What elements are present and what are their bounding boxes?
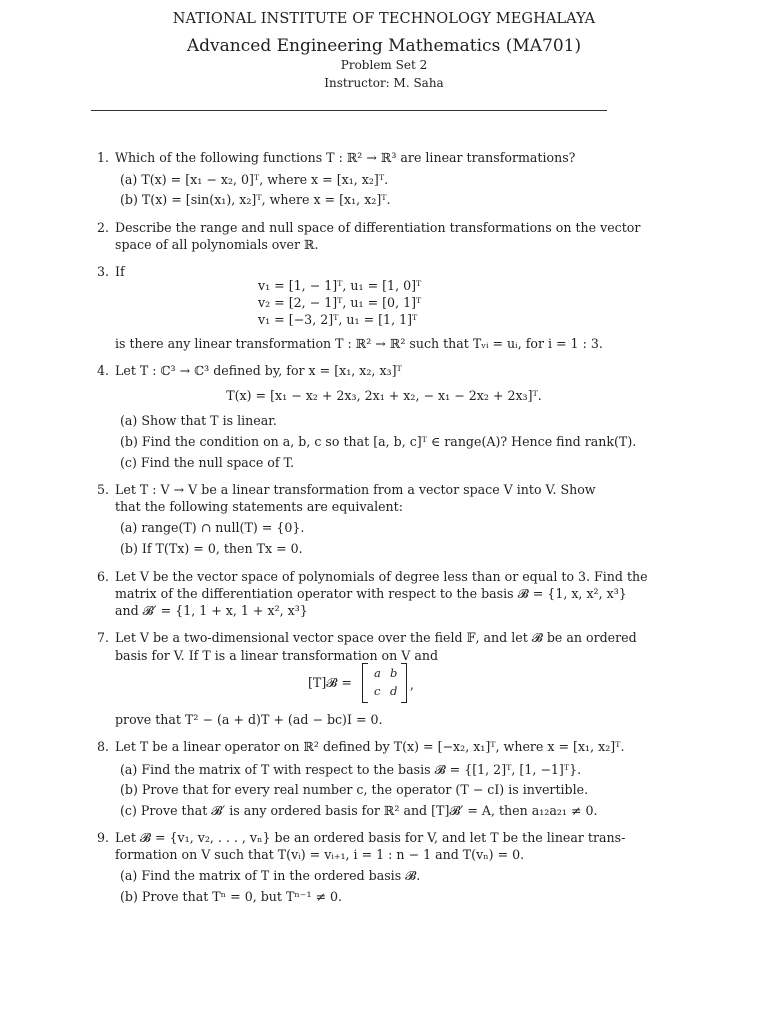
matrix-left-bracket (362, 663, 368, 703)
q3-number: 3. (97, 264, 110, 279)
q4-part-a: (a) Show that T is linear. (120, 413, 277, 428)
q6-number: 6. (97, 569, 110, 584)
q2-number: 2. (97, 220, 110, 235)
header-divider (91, 110, 607, 111)
q4-part-c: (c) Find the null space of T. (120, 455, 295, 470)
q7-number: 7. (97, 630, 110, 645)
q9-line1: Let 𝓑 = {v₁, v₂, . . . , vₙ} be an ordered basis for V, and let T be the linear trans- (115, 830, 626, 845)
problem-set-label: Problem Set 2 (340, 58, 428, 72)
q5-part-b: (b) If T(Tx) = 0, then Tx = 0. (120, 541, 303, 556)
q1-part-b: (b) T(x) = [sin(x₁), x₂]ᵀ, where x = [x₁, x₂]ᵀ. (120, 192, 391, 207)
instructor-label: Instructor: M. Saha (324, 76, 444, 90)
q5-number: 5. (97, 482, 110, 497)
q8-number: 8. (97, 739, 110, 754)
matrix-entry-b: b (390, 666, 398, 680)
q5-line1: Let T : V → V be a linear transformation from a vector space V into V. Show (115, 482, 596, 497)
matrix-entry-a: a (374, 666, 381, 680)
matrix-entry-d: d (390, 684, 398, 698)
q8-text: Let T be a linear operator on ℝ² defined by T(x) = [−x₂, x₁]ᵀ, where x = [x₁, x₂]ᵀ. (115, 739, 625, 754)
q6-line3: and 𝓑′ = {1, 1 + x, 1 + x², x³} (115, 603, 308, 618)
q1-part-a: (a) T(x) = [x₁ − x₂, 0]ᵀ, where x = [x₁, x₂]ᵀ. (120, 172, 389, 187)
q2-line1: Describe the range and null space of differentiation transformations on the vector (115, 220, 641, 235)
q8-part-b: (b) Prove that for every real number c, the operator (T − cI) is invertible. (120, 782, 589, 797)
q7-line3: prove that T² − (a + d)T + (ad − bc)I = 0. (115, 712, 383, 727)
course-title: Advanced Engineering Mathematics (MA701) (186, 36, 582, 56)
q1-text: Which of the following functions T : ℝ² → ℝ³ are linear transformations? (115, 150, 576, 165)
q6-line1: Let V be the vector space of polynomials of degree less than or equal to 3. Find the (115, 569, 648, 584)
q7-line1: Let V be a two-dimensional vector space over the field 𝔽, and let 𝓑 be an ordered (115, 630, 637, 645)
q4-equation: T(x) = [x₁ − x₂ + 2x₃, 2x₁ + x₂, − x₁ − 2x₂ + 2x₃]ᵀ. (226, 388, 542, 403)
q7-line2: basis for V. If T is a linear transformation on V and (115, 648, 439, 663)
q3-tail: is there any linear transformation T : ℝ² → ℝ² such that Tᵥᵢ = uᵢ, for i = 1 : 3. (115, 336, 603, 351)
q3-eq-row3: v₁ = [−3, 2]ᵀ, u₁ = [1, 1]ᵀ (258, 312, 418, 327)
q2-line2: space of all polynomials over ℝ. (115, 237, 319, 252)
q8-part-a: (a) Find the matrix of T with respect to the basis 𝓑 = {[1, 2]ᵀ, [1, −1]ᵀ}. (120, 762, 582, 777)
q5-line2: that the following statements are equivalent: (115, 499, 403, 514)
q9-number: 9. (97, 830, 110, 845)
q7-matrix-lhs: [T]𝓑 = (308, 675, 352, 690)
q7-matrix-comma: , (410, 677, 415, 692)
q4-text: Let T : ℂ³ → ℂ³ defined by, for x = [x₁, x₂, x₃]ᵀ (115, 363, 402, 378)
q9-part-b: (b) Prove that Tⁿ = 0, but Tⁿ⁻¹ ≠ 0. (120, 889, 343, 904)
q3-text: If (115, 264, 125, 279)
matrix-entry-c: c (374, 684, 381, 698)
q7-matrix (362, 663, 407, 701)
q9-line2: formation on V such that T(vᵢ) = vᵢ₊₁, i = 1 : n − 1 and T(vₙ) = 0. (115, 847, 525, 862)
q9-part-a: (a) Find the matrix of T in the ordered basis 𝓑. (120, 868, 421, 883)
institute-name: NATIONAL INSTITUTE OF TECHNOLOGY MEGHALAYA (172, 11, 596, 27)
q6-line2: matrix of the differentiation operator with respect to the basis 𝓑 = {1, x, x², x³} (115, 586, 627, 601)
matrix-right-bracket (401, 663, 407, 703)
q4-part-b: (b) Find the condition on a, b, c so that [a, b, c]ᵀ ∈ range(A)? Hence find rank(T). (120, 434, 637, 449)
q1-number: 1. (97, 150, 110, 165)
q8-part-c: (c) Prove that 𝓑′ is any ordered basis for ℝ² and [T]𝓑′ = A, then a₁₂a₂₁ ≠ 0. (120, 803, 598, 818)
q5-part-a: (a) range(T) ∩ null(T) = {0}. (120, 520, 305, 535)
q3-eq-row1: v₁ = [1, − 1]ᵀ, u₁ = [1, 0]ᵀ (258, 278, 422, 293)
q4-number: 4. (97, 363, 110, 378)
q3-eq-row2: v₂ = [2, − 1]ᵀ, u₁ = [0, 1]ᵀ (258, 295, 422, 310)
